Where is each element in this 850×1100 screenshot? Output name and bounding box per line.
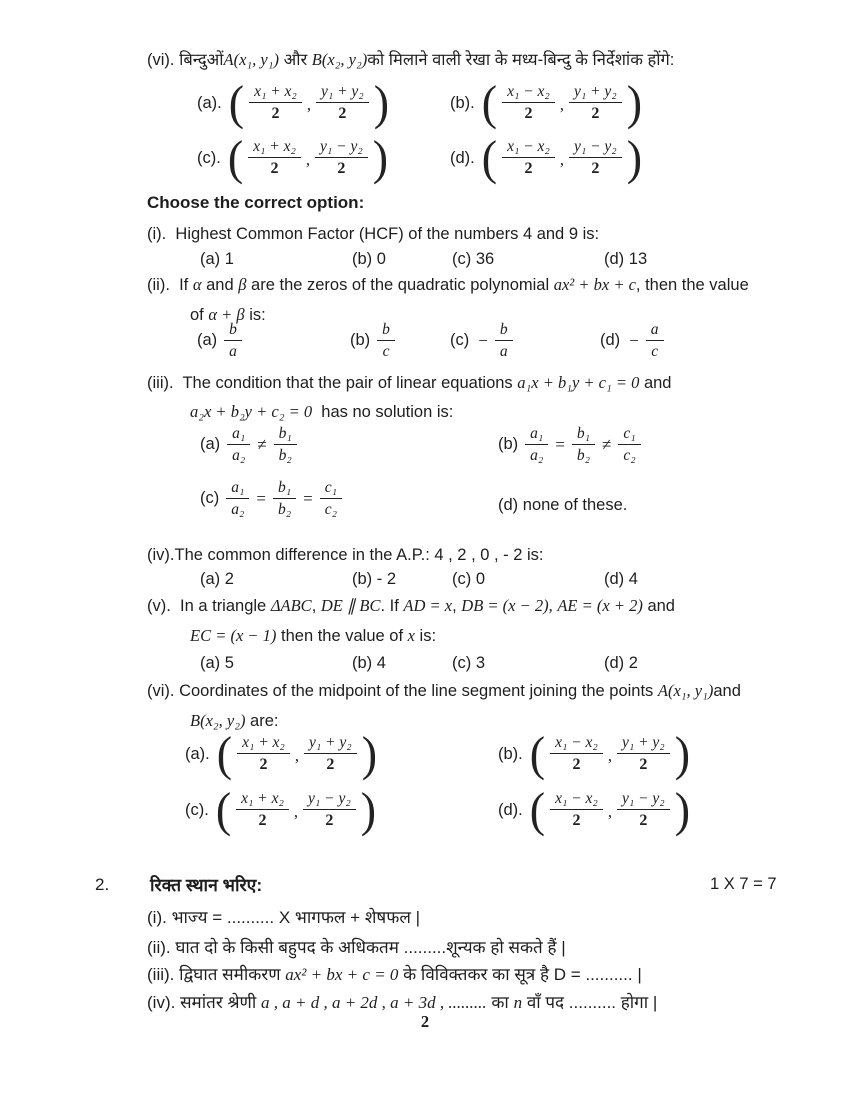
option-value: 13: [628, 250, 648, 268]
equal-sign: =: [256, 488, 266, 508]
numerator: x₁ − x₂: [550, 789, 603, 810]
option-a: [200, 654, 234, 673]
option-label: (c): [200, 489, 220, 508]
option-c: [450, 320, 513, 362]
text: The condition that the pair of linear equations: [182, 374, 513, 392]
hindi-option-d: [450, 131, 643, 185]
numerator: y₁ − y₂: [315, 137, 368, 158]
option-label: (c).: [185, 800, 209, 819]
question-iii-option-c: [200, 478, 342, 520]
text: are:: [250, 712, 279, 730]
option-value: 0: [475, 570, 486, 588]
fraction: [572, 424, 595, 466]
right-paren: ): [361, 727, 378, 781]
fraction: [226, 478, 249, 520]
option-label: (a): [200, 654, 221, 672]
fraction-y: [316, 82, 369, 124]
option-value: 1: [224, 250, 234, 268]
hindi-option-b: [450, 76, 643, 130]
question-text: Highest Common Factor (HCF) of the numbers 4 and 9 is:: [175, 225, 600, 243]
right-paren: ): [626, 76, 643, 130]
n-math: n: [513, 993, 523, 1012]
option-label: (d): [604, 654, 625, 672]
option-value: 2: [224, 570, 234, 588]
fraction-x: [237, 733, 290, 775]
denominator: 2: [258, 812, 267, 830]
option-label: (d): [498, 496, 519, 514]
fraction-x: [236, 789, 289, 831]
fraction-x: [502, 137, 555, 179]
question-v-line1: [147, 594, 675, 619]
denominator: 2: [338, 105, 347, 123]
fill-item-i: [147, 906, 420, 931]
numerator: x₁ − x₂: [502, 137, 555, 158]
denominator: a₂: [231, 501, 245, 519]
option-d: [600, 320, 664, 362]
question-iii-option-b: [498, 424, 641, 466]
question-iii-line2: [190, 400, 453, 425]
question-v-line2: [190, 624, 436, 649]
minus-sign: −: [629, 330, 639, 350]
fraction-x: [249, 82, 302, 124]
section-2-number: 2.: [95, 875, 110, 894]
item-label: (ii).: [147, 938, 171, 957]
comma: ,: [607, 746, 612, 766]
denominator: a₂: [530, 447, 544, 465]
item-text-mid: का: [491, 993, 509, 1012]
text: and: [643, 374, 672, 392]
option-label: (d): [600, 331, 621, 350]
left-paren: (: [216, 727, 233, 781]
denominator: 2: [591, 105, 600, 123]
item-text-post: वाँ पद .......... होगा |: [526, 993, 658, 1012]
ec-math: EC = (x − 1): [190, 626, 277, 645]
fraction-y: [304, 733, 357, 775]
denominator: a₂: [232, 447, 246, 465]
denominator: b₂: [277, 501, 292, 519]
fraction: [618, 424, 640, 466]
not-equal-sign: ≠: [257, 434, 267, 454]
question-vi-line1: [147, 679, 741, 704]
option-b: [352, 570, 396, 589]
page-number: 2: [420, 1012, 430, 1031]
option-label: (b): [498, 435, 519, 454]
question-vi-option-a: [185, 727, 378, 781]
denominator: 2: [524, 160, 533, 178]
question-vi-option-b: [498, 727, 691, 781]
option-label: (d).: [498, 800, 523, 819]
option-value: 0: [376, 250, 386, 268]
comma: ,: [294, 746, 299, 766]
option-a: [200, 570, 234, 589]
option-b: [350, 320, 395, 362]
ae-math: AE = (x + 2): [557, 596, 643, 615]
numerator: b₁: [273, 478, 296, 499]
item-text: भाज्य = .......... X भागफल + शेषफल |: [171, 908, 420, 927]
option-label: (b).: [498, 744, 523, 763]
option-value: none of these.: [522, 496, 628, 514]
denominator: 2: [270, 160, 279, 178]
question-i: [147, 223, 599, 247]
question-iii-option-a: [200, 424, 297, 466]
item-label: (iii).: [147, 965, 175, 984]
left-paren: (: [529, 783, 546, 837]
denominator: b₂: [278, 447, 292, 465]
minus-sign: −: [478, 330, 488, 350]
option-d: [604, 250, 647, 269]
numerator: b₁: [572, 424, 595, 445]
fraction: [525, 424, 548, 466]
fill-item-ii: [147, 936, 566, 961]
left-paren: (: [228, 76, 245, 130]
numerator: a₁: [525, 424, 548, 445]
right-paren: ): [674, 727, 691, 781]
denominator: 2: [326, 756, 335, 774]
question-iv: [147, 544, 544, 568]
numerator: c₁: [618, 424, 640, 445]
ad-math: AD = x: [403, 596, 453, 615]
comma: ,: [607, 802, 612, 822]
comma: ,: [305, 150, 311, 170]
hindi-option-c: [197, 131, 389, 185]
option-value: 2: [628, 654, 638, 672]
numerator: x₁ − x₂: [550, 733, 603, 754]
option-label: (a).: [197, 93, 222, 112]
question-text: The common difference in the A.P.: 4 , 2 , 0 , - 2 is:: [174, 546, 544, 564]
question-label: (vi).: [147, 682, 175, 700]
option-value: 5: [224, 654, 234, 672]
option-value: 3: [475, 654, 486, 672]
option-label: (c): [450, 331, 470, 350]
not-equal-sign: ≠: [602, 434, 612, 454]
hindi-option-a: [197, 76, 390, 130]
text: If: [179, 276, 189, 294]
text: , then the value: [635, 276, 749, 294]
right-paren: ): [360, 783, 377, 837]
item-label: (i).: [147, 908, 167, 927]
left-paren: (: [481, 131, 498, 185]
option-b: [352, 250, 386, 269]
numerator: b: [377, 320, 395, 341]
numerator: y₁ + y₂: [569, 82, 622, 103]
option-label: (b): [350, 331, 371, 350]
left-paren: (: [481, 76, 498, 130]
section-2-marks: 1 X 7 = 7: [710, 875, 777, 893]
x-math: x: [407, 626, 415, 645]
alpha-math: α: [192, 275, 202, 294]
option-label: (d): [604, 570, 625, 588]
option-d: [604, 654, 638, 673]
equation1-math: a₁x + b₁y + c₁ = 0: [517, 373, 640, 392]
denominator: 2: [591, 160, 600, 178]
fill-item-iii: [147, 963, 642, 988]
numerator: x₁ + x₂: [236, 789, 289, 810]
fraction-y: [569, 137, 622, 179]
text: has no solution is:: [321, 403, 454, 421]
question-iii-line1: [147, 371, 671, 396]
point-b-math: B(x₂, y₂): [190, 711, 246, 730]
text: and: [713, 682, 741, 700]
option-d: [604, 570, 638, 589]
fraction: [274, 424, 297, 466]
question-vi-option-d: [498, 783, 691, 837]
denominator: 2: [572, 812, 581, 830]
question-iv-options: [0, 570, 850, 592]
fraction-y: [569, 82, 622, 124]
question-label: (v).: [147, 597, 171, 615]
option-label: (c): [452, 250, 472, 268]
option-c: [452, 250, 494, 269]
point-a-math: A(x₁, y₁): [657, 681, 714, 700]
numerator: c₁: [320, 478, 342, 499]
option-label: (a): [197, 331, 218, 350]
choose-heading: Choose the correct option:: [147, 193, 365, 212]
text: are the zeros of the quadratic polynomial: [251, 276, 550, 294]
option-label: (a): [200, 435, 221, 454]
option-label: (d): [604, 250, 625, 268]
option-value: 36: [475, 250, 495, 268]
numerator: y₁ − y₂: [569, 137, 622, 158]
point-b-math: B(x₂, y₂): [311, 50, 368, 69]
comma: ,: [306, 95, 311, 115]
numerator: x₁ + x₂: [248, 137, 301, 158]
question-label: (i).: [147, 225, 167, 243]
option-label: (c).: [197, 148, 221, 167]
option-value: - 2: [376, 570, 397, 588]
question-v-options: [0, 654, 850, 676]
comma: ,: [559, 150, 564, 170]
quadratic-math: ax² + bx + c = 0: [285, 965, 399, 984]
question-text-pre: बिन्दुओं: [179, 51, 224, 69]
question-label: (ii).: [147, 276, 170, 294]
option-a: [197, 320, 242, 362]
comma: ,: [311, 597, 317, 615]
point-a-math: A(x₁, y₁): [223, 50, 279, 69]
denominator: 2: [259, 756, 268, 774]
denominator: 2: [337, 160, 346, 178]
comma: ,: [452, 597, 457, 615]
numerator: x₁ + x₂: [237, 733, 290, 754]
option-c: [452, 570, 485, 589]
numerator: y₁ + y₂: [617, 733, 670, 754]
question-label: (iv).: [147, 546, 175, 564]
fraction: [646, 320, 664, 362]
option-label: (b).: [450, 93, 475, 112]
option-a: [200, 250, 234, 269]
numerator: b₁: [274, 424, 297, 445]
section-2-title: रिक्त स्थान भरिए:: [150, 875, 263, 895]
fraction-y: [315, 137, 368, 179]
item-text-pre: द्विघात समीकरण: [179, 965, 281, 984]
fraction: [320, 478, 342, 520]
item-text: घात दो के किसी बहुपद के अधिकतम .........शून्यक हो सकते हैं |: [175, 938, 566, 957]
denominator: b₂: [576, 447, 591, 465]
ap-series-math: a , a + d , a + 2d , a + 3d , .........: [260, 993, 487, 1012]
question-ii-options: [0, 320, 850, 368]
fraction: [227, 424, 250, 466]
option-label: (a): [200, 250, 221, 268]
triangle-math: ΔABC: [270, 596, 312, 615]
alpha-plus-beta-math: α + β: [208, 305, 245, 324]
conjunction: और: [283, 51, 308, 69]
denominator: c: [651, 343, 659, 361]
text: Coordinates of the midpoint of the line segment joining the points: [179, 682, 654, 700]
numerator: y₁ + y₂: [316, 82, 369, 103]
numerator: a: [646, 320, 664, 341]
option-label: (b): [352, 570, 373, 588]
denominator: a: [499, 343, 508, 361]
right-paren: ): [674, 783, 691, 837]
numerator: x₁ + x₂: [249, 82, 302, 103]
polynomial-math: ax² + bx + c: [553, 275, 636, 294]
question-label: (iii).: [147, 374, 174, 392]
question-i-options: [0, 250, 850, 272]
option-label: (a).: [185, 744, 210, 763]
option-c: [452, 654, 485, 673]
item-text-pre: समांतर श्रेणी: [180, 993, 257, 1012]
question-ii-line1: [147, 273, 749, 298]
numerator: a₁: [227, 424, 250, 445]
text: of: [190, 306, 204, 324]
option-label: (c): [452, 654, 472, 672]
fraction-x: [550, 789, 603, 831]
parallel-math: DE ∥ BC: [320, 596, 381, 615]
text: In a triangle: [180, 597, 267, 615]
option-value: 4: [376, 654, 386, 672]
fraction-x: [248, 137, 301, 179]
text: and: [206, 276, 234, 294]
left-paren: (: [529, 727, 546, 781]
left-paren: (: [215, 783, 232, 837]
numerator: b: [224, 320, 242, 341]
numerator: x₁ − x₂: [502, 82, 555, 103]
denominator: 2: [572, 756, 581, 774]
fraction: [224, 320, 242, 362]
right-paren: ): [626, 131, 643, 185]
numerator: y₁ − y₂: [303, 789, 356, 810]
denominator: 2: [639, 756, 648, 774]
comma: ,: [559, 95, 564, 115]
denominator: c: [382, 343, 390, 361]
question-text-post: को मिलाने वाली रेखा के मध्य-बिन्दु के निर्देशांक होंगे:: [367, 51, 675, 69]
question-label: (vi).: [147, 51, 175, 69]
hindi-question-vi: [147, 48, 674, 73]
comma: ,: [293, 802, 299, 822]
denominator: 2: [325, 812, 334, 830]
fraction: [495, 320, 513, 362]
fraction-y: [617, 733, 670, 775]
equation2-math: a₂x + b₂y + c₂ = 0: [190, 402, 313, 421]
denominator: c₂: [623, 447, 636, 465]
denominator: 2: [639, 812, 648, 830]
item-label: (iv).: [147, 993, 176, 1012]
question-vi-line2: [190, 709, 278, 734]
equal-sign: =: [555, 434, 565, 454]
fraction: [273, 478, 296, 520]
numerator: y₁ − y₂: [617, 789, 670, 810]
right-paren: ): [373, 76, 390, 130]
question-vi-option-c: [185, 783, 377, 837]
denominator: a: [229, 343, 237, 361]
option-label: (b): [352, 250, 373, 268]
denominator: c₂: [324, 501, 337, 519]
text: . If: [380, 597, 399, 615]
fraction-y: [617, 789, 670, 831]
text: is:: [249, 306, 266, 324]
option-value: 4: [628, 570, 638, 588]
numerator: y₁ + y₂: [304, 733, 357, 754]
numerator: a₁: [226, 478, 249, 499]
text: is:: [419, 627, 437, 645]
item-text-post: के विविक्तकर का सूत्र है D = .......... |: [403, 965, 642, 984]
db-math: DB = (x − 2),: [461, 596, 553, 615]
fraction: [377, 320, 395, 362]
option-label: (c): [452, 570, 472, 588]
text: then the value of: [281, 627, 404, 645]
fraction-x: [550, 733, 603, 775]
beta-math: β: [238, 275, 247, 294]
equal-sign: =: [303, 488, 313, 508]
denominator: 2: [524, 105, 533, 123]
numerator: b: [495, 320, 513, 341]
option-b: [352, 654, 386, 673]
question-iii-option-d: [498, 494, 627, 518]
option-label: (b): [352, 654, 373, 672]
option-label: (a): [200, 570, 221, 588]
text: and: [647, 597, 675, 615]
left-paren: (: [227, 131, 244, 185]
right-paren: ): [372, 131, 389, 185]
option-label: (d).: [450, 148, 475, 167]
fraction-y: [303, 789, 356, 831]
denominator: 2: [271, 105, 280, 123]
fraction-x: [502, 82, 555, 124]
